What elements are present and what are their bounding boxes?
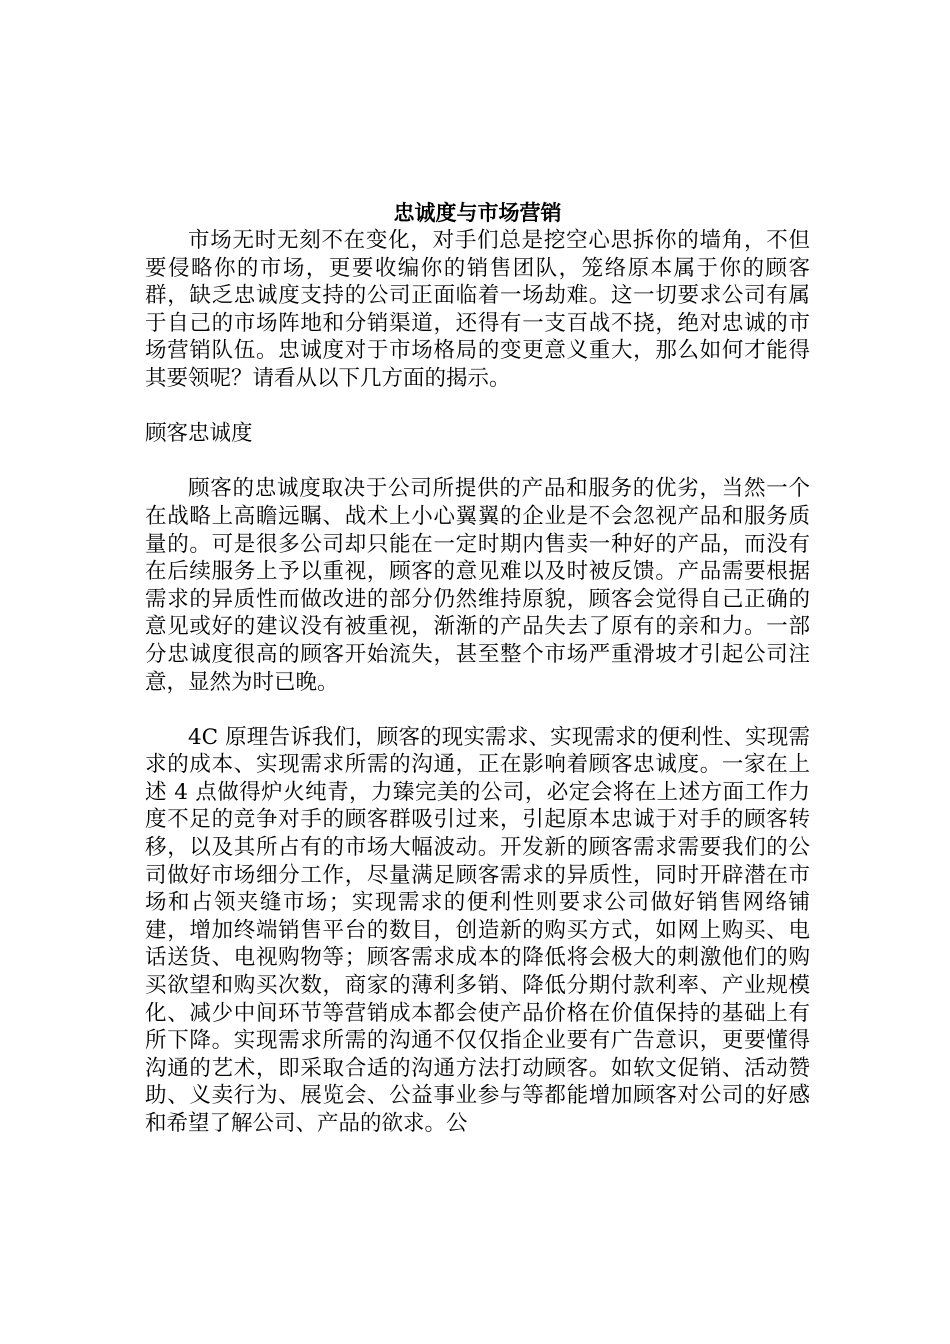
body-paragraph-2: 4C 原理告诉我们，顾客的现实需求、实现需求的便利性、实现需求的成本、实现需求所需的沟通，正在影响着顾客忠诚度。一家在上述 4 点做得炉火纯青，力臻完美的公司，必定会将在上述方面工作力度不足的竞争对手的顾客群吸引过来，引起原本忠诚于对手的顾客转移，以及其所占有的市场大幅波动。开发新的顾客需求需要我们的公司做好市场细分工作，尽量满足顾客需求的异质性，同时开辟潜在市场和占领夹缝市场；实现需求的便利性则要求公司做好销售网络铺建，增加终端销售平台的数目，创造新的购买方式，如网上购买、电话送货、电视购物等；顾客需求成本的降低将会极大的刺激他们的购买欲望和购买次数，商家的薄利多销、降低分期付款利率、产业规模化、减少中间环节等营销成本都会使产品价格在价值保持的基础上有所下降。实现需求所需的沟通不仅仅指企业要有广告意识，更要懂得沟通的艺术，即采取合适的沟通方法打动顾客。如软文促销、活动赞助、义卖行为、展览会、公益事业参与等都能增加顾客对公司的好感和希望了解公司、产品的欲求。公 xyxy=(145,724,810,1136)
document-title: 忠诚度与市场营销 xyxy=(393,200,562,225)
paragraph-spacer xyxy=(145,393,810,421)
paragraph-spacer xyxy=(145,696,810,724)
paragraph-spacer xyxy=(145,448,810,476)
intro-paragraph: 市场无时无刻不在变化，对手们总是挖空心思拆你的墙角，不但要侵略你的市场，更要收编你的销售团队，笼络原本属于你的顾客群，缺乏忠诚度支持的公司正面临着一场劫难。这一切要求公司有属于自己的市场阵地和分销渠道，还得有一支百战不挠，绝对忠诚的市场营销队伍。忠诚度对于市场格局的变更意义重大，那么如何才能得其要领呢？请看从以下几方面的揭示。 xyxy=(145,228,810,391)
section-heading: 顾客忠诚度 xyxy=(145,421,253,447)
body-paragraph-1: 顾客的忠诚度取决于公司所提供的产品和服务的优劣，当然一个在战略上高瞻远瞩、战术上小心翼翼的企业是不会忽视产品和服务质量的。可是很多公司却只能在一定时期内售卖一种好的产品，而没有在后续服务上予以重视，顾客的意见难以及时被反馈。产品需要根据需求的异质性而做改进的部分仍然维持原貌，顾客会觉得自己正确的意见或好的建议没有被重视，渐渐的产品失去了原有的亲和力。一部分忠诚度很高的顾客开始流失，甚至整个市场严重滑坡才引起公司注意，显然为时已晚。 xyxy=(145,476,810,695)
document-body xyxy=(145,198,810,1138)
